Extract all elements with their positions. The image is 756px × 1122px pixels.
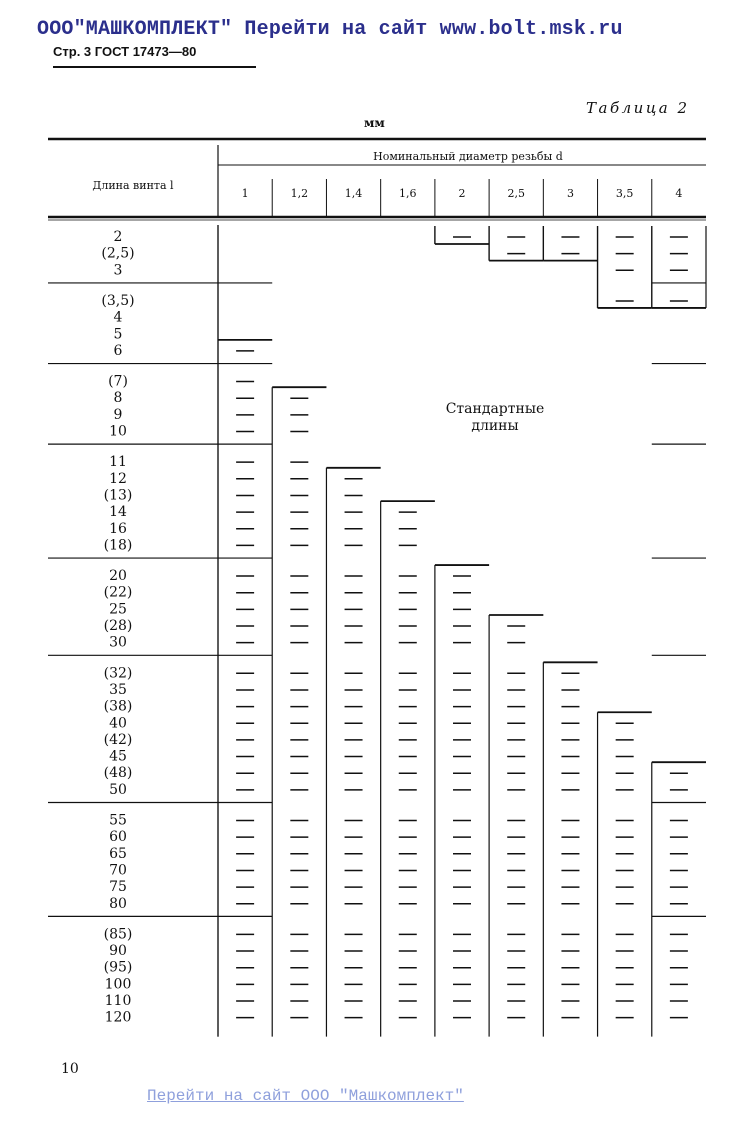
diameter-6: 3 bbox=[566, 187, 574, 200]
length-label: (3,5) bbox=[101, 292, 135, 309]
length-label: 35 bbox=[109, 681, 127, 698]
length-label: 40 bbox=[109, 715, 127, 732]
length-label: 14 bbox=[109, 504, 127, 521]
diameter-8: 4 bbox=[675, 187, 683, 200]
length-label: 65 bbox=[109, 845, 127, 862]
length-label: 4 bbox=[113, 309, 123, 326]
footer-link[interactable]: Перейти на сайт ООО "Машкомплект" bbox=[147, 1087, 464, 1105]
length-label: 6 bbox=[113, 342, 123, 359]
diameter-4: 2 bbox=[458, 187, 466, 200]
length-label: (32) bbox=[103, 665, 133, 682]
length-label: (18) bbox=[103, 537, 133, 554]
length-label: 70 bbox=[109, 862, 127, 879]
annotation-line-1: Стандартные bbox=[445, 401, 545, 417]
diameter-3: 1,6 bbox=[399, 187, 417, 200]
annotation-line-2: длины bbox=[471, 418, 519, 434]
length-label: 60 bbox=[109, 829, 127, 846]
diameter-1: 1,2 bbox=[290, 187, 309, 200]
length-label: (38) bbox=[103, 698, 133, 715]
length-label: 3 bbox=[113, 262, 123, 279]
length-label: (7) bbox=[108, 373, 128, 390]
page-number: 10 bbox=[61, 1061, 79, 1077]
length-label: (42) bbox=[103, 731, 133, 748]
length-label: 80 bbox=[109, 895, 127, 912]
length-label: (48) bbox=[103, 765, 133, 782]
diameter-0: 1 bbox=[241, 187, 249, 200]
length-label: 5 bbox=[113, 326, 123, 343]
length-label: 90 bbox=[109, 943, 127, 960]
length-label: 11 bbox=[109, 454, 127, 471]
length-label: 16 bbox=[109, 520, 127, 537]
length-label: 9 bbox=[113, 406, 123, 423]
length-label: (28) bbox=[103, 618, 133, 634]
length-label: 2 bbox=[113, 229, 123, 245]
length-label: 55 bbox=[109, 812, 127, 829]
length-label: 30 bbox=[109, 634, 127, 651]
length-label: (85) bbox=[103, 926, 133, 943]
length-label: 120 bbox=[104, 1009, 132, 1026]
diameter-2: 1,4 bbox=[344, 187, 363, 200]
site-banner[interactable]: ООО"МАШКОМПЛЕКТ" Перейти на сайт www.bolt.msk.ru bbox=[37, 18, 623, 41]
table-title: Таблица 2 bbox=[586, 99, 690, 117]
length-label: (95) bbox=[103, 959, 133, 976]
length-label: 50 bbox=[109, 781, 127, 798]
length-label: 75 bbox=[109, 879, 127, 896]
length-label: 25 bbox=[109, 601, 127, 618]
length-label: 110 bbox=[104, 993, 132, 1009]
length-label: (13) bbox=[103, 487, 133, 504]
length-label: 8 bbox=[113, 390, 123, 407]
length-label: (22) bbox=[103, 584, 133, 601]
row-header: Длина винта l bbox=[92, 179, 174, 192]
length-label: 20 bbox=[109, 568, 127, 585]
page-reference: Стр. 3 ГОСТ 17473—80 bbox=[53, 44, 197, 59]
length-label: 100 bbox=[104, 976, 132, 993]
table-units: мм bbox=[364, 116, 385, 130]
length-label: (2,5) bbox=[101, 245, 135, 262]
length-label: 12 bbox=[109, 470, 127, 487]
length-label: 10 bbox=[109, 423, 127, 440]
diameter-5: 2,5 bbox=[507, 187, 525, 200]
diameter-7: 3,5 bbox=[615, 187, 634, 200]
length-label: 45 bbox=[109, 748, 127, 765]
diameter-header: Номинальный диаметр резьбы d bbox=[373, 150, 563, 163]
